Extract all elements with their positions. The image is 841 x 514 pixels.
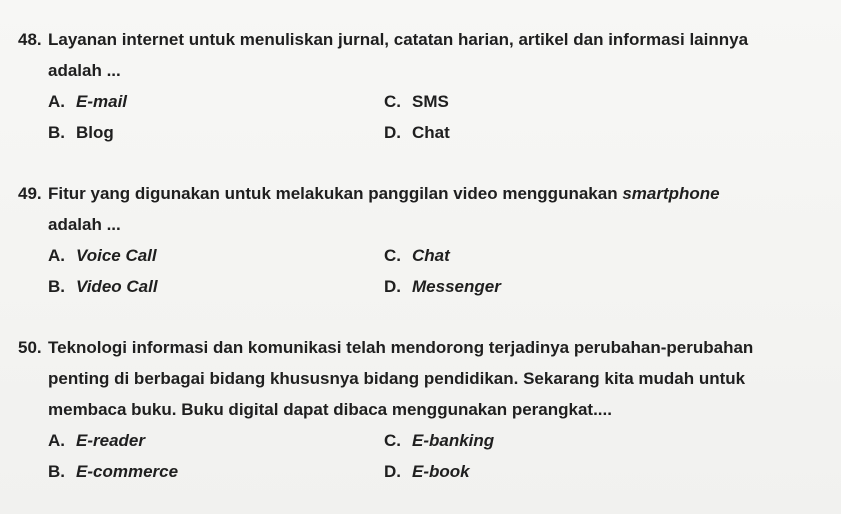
- stem-italic-term: smartphone: [622, 184, 720, 203]
- answer-options: [18, 425, 818, 487]
- option-letter: B.: [48, 277, 65, 296]
- option-text: E-commerce: [76, 462, 179, 481]
- option-letter: D.: [384, 123, 401, 142]
- option-letter: C.: [384, 246, 401, 265]
- option-letter: B.: [48, 462, 65, 481]
- stem-line: Layanan internet untuk menuliskan jurnal, catatan harian, artikel dan informasi lainnya: [48, 30, 749, 49]
- option-c[interactable]: [384, 86, 818, 117]
- option-b[interactable]: [48, 117, 384, 148]
- option-text: E-mail: [76, 92, 128, 111]
- option-letter: A.: [48, 92, 65, 111]
- option-text: Chat: [412, 123, 450, 142]
- option-d[interactable]: [384, 271, 818, 302]
- option-letter: D.: [384, 277, 401, 296]
- question-number: 50.: [18, 338, 42, 357]
- stem-line: adalah ...: [48, 61, 121, 80]
- option-d[interactable]: [384, 117, 818, 148]
- stem-text: Fitur yang digunakan untuk melakukan panggilan video menggunakan: [48, 184, 618, 203]
- question-stem: [18, 178, 818, 240]
- question-50: [18, 332, 818, 487]
- option-text: E-reader: [76, 431, 145, 450]
- question-stem: [18, 24, 818, 86]
- option-text: Messenger: [412, 277, 501, 296]
- option-a[interactable]: [48, 425, 384, 456]
- stem-line: Teknologi informasi dan komunikasi telah mendorong terjadinya perubahan-perubahan: [48, 338, 754, 357]
- stem-line: penting di berbagai bidang khususnya bidang pendidikan. Sekarang kita mudah untuk: [48, 369, 746, 388]
- option-text: Video Call: [76, 277, 158, 296]
- option-d[interactable]: [384, 456, 818, 487]
- stem-line: membaca buku. Buku digital dapat dibaca menggunakan perangkat....: [48, 400, 612, 419]
- option-c[interactable]: [384, 425, 818, 456]
- option-letter: D.: [384, 462, 401, 481]
- option-letter: A.: [48, 431, 65, 450]
- option-letter: C.: [384, 92, 401, 111]
- question-number: 48.: [18, 30, 42, 49]
- option-text: E-book: [412, 462, 470, 481]
- question-number: 49.: [18, 184, 42, 203]
- option-text: SMS: [412, 92, 449, 111]
- stem-line: adalah ...: [48, 215, 121, 234]
- option-a[interactable]: [48, 86, 384, 117]
- option-text: Chat: [412, 246, 450, 265]
- question-49: [18, 178, 818, 302]
- stem-line: [48, 178, 818, 209]
- option-letter: B.: [48, 123, 65, 142]
- option-b[interactable]: [48, 271, 384, 302]
- question-stem: [18, 332, 818, 425]
- option-text: Blog: [76, 123, 114, 142]
- option-text: Voice Call: [76, 246, 157, 265]
- answer-options: [18, 86, 818, 148]
- answer-options: [18, 240, 818, 302]
- option-text: E-banking: [412, 431, 495, 450]
- option-c[interactable]: [384, 240, 818, 271]
- option-letter: A.: [48, 246, 65, 265]
- question-48: [18, 24, 818, 148]
- option-b[interactable]: [48, 456, 384, 487]
- option-letter: C.: [384, 431, 401, 450]
- option-a[interactable]: [48, 240, 384, 271]
